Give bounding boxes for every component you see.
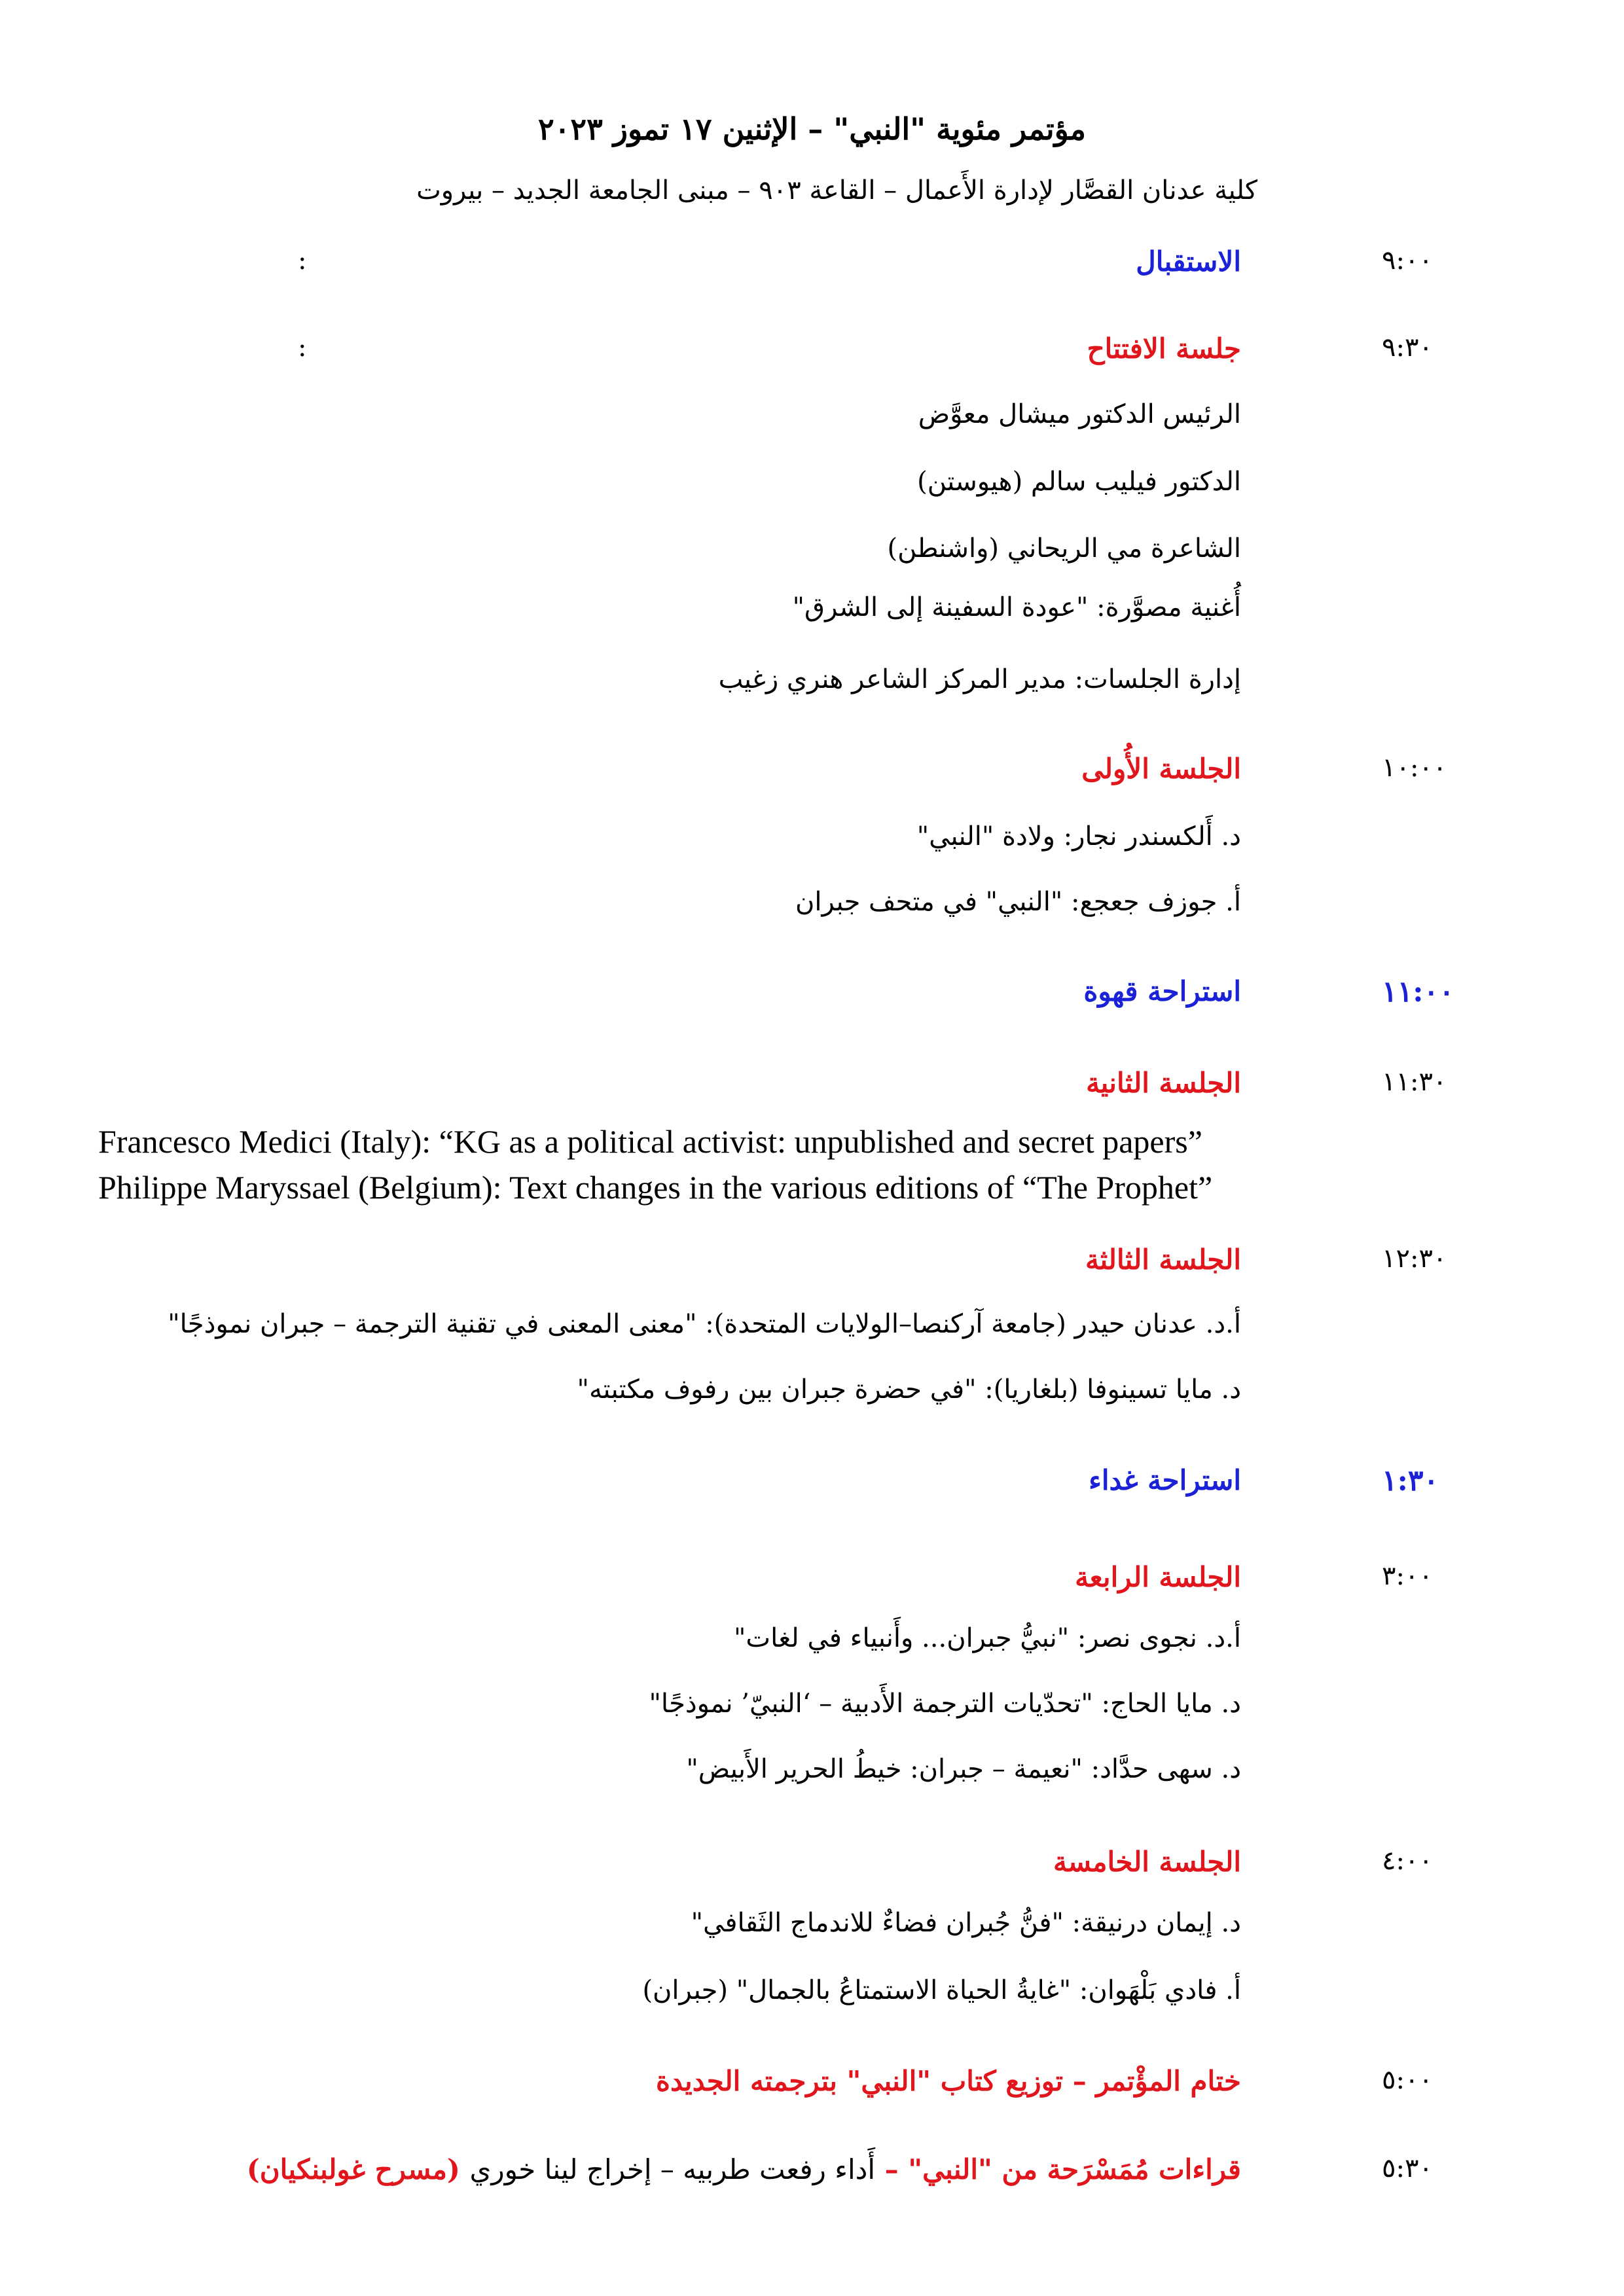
time-label: ١١:٣٠ [1382, 1067, 1447, 1097]
schedule-row-session-5 [0, 1846, 1624, 1898]
speaker-line: د. مايا الحاج: "تحدّيات الترجمة الأَدبية – ‘النبيّ’ نموذجًا" [649, 1689, 1241, 1719]
schedule-row-coffee-break [0, 975, 1624, 1028]
session-heading: الجلسة الثانية [1086, 1067, 1241, 1099]
page-subtitle: كلية عدنان القصَّار لإدارة الأَعمال – القاعة ٩٠٣ – مبنى الجامعة الجديد – بيروت [416, 175, 1257, 206]
time-label: ١٠:٠٠ [1382, 753, 1447, 783]
readings-line [247, 2153, 1241, 2185]
speaker-line: أ.د. نجوى نصر: "نبيُّ جبران... وأَنبياء في لغات" [734, 1623, 1241, 1653]
speaker-line: د. إيمان درنيقة: "فنُّ جُبران فضاءٌ للاندماج الثَقافي" [691, 1908, 1241, 1938]
speaker-line: د. مايا تسينوفا (بلغاريا): "في حضرة جبران بين رفوف مكتبته" [577, 1374, 1241, 1405]
schedule-row-opening [0, 332, 1624, 385]
session-heading: الجلسة الخامسة [1053, 1846, 1241, 1878]
speaker-line: د. أَلكسندر نجار: ولادة "النبي" [916, 821, 1241, 852]
schedule-row-session-4 [0, 1561, 1624, 1613]
speaker-line: أ.د. عدنان حيدر (جامعة آركنصا–الولايات المتحدة): "معنى المعنى في تقنية الترجمة – جبران نموذجًا" [168, 1309, 1241, 1339]
session-heading: ختام المؤْتمر – توزيع كتاب "النبي" بترجمته الجديدة [655, 2065, 1241, 2097]
time-label: ١:٣٠ [1382, 1464, 1439, 1498]
session-heading: الاستقبال [1136, 245, 1241, 278]
speaker-line: أ. فادي بَلْهَوان: "غايةُ الحياة الاستمتاعُ بالجمال" (جبران) [642, 1975, 1241, 2005]
session-heading: الجلسة الثالثة [1085, 1244, 1241, 1276]
session-heading: استراحة غداء [1089, 1464, 1241, 1496]
speaker-line: د. سهى حدَّاد: "نعيمة – جبران: خيطُ الحرير الأَبيض" [686, 1754, 1241, 1784]
schedule-row-readings [0, 2153, 1624, 2206]
session-heading: جلسة الافتتاح [1087, 332, 1241, 365]
time-label: ٥:٣٠ [1382, 2153, 1433, 2183]
speaker-line-en: Francesco Medici (Italy): “KG as a political activist: unpublished and secret papers” [98, 1123, 1202, 1160]
time-label: ٣:٠٠ [1382, 1561, 1433, 1591]
speaker-line: إدارة الجلسات: مدير المركز الشاعر هنري زغيب [718, 664, 1241, 694]
readings-detail: أَداء رفعت طربيه – إخراج لينا خوري [469, 2153, 876, 2185]
speaker-line: أ. جوزف جعجع: "النبي" في متحف جبران [795, 887, 1241, 917]
schedule-row-session-2 [0, 1067, 1624, 1119]
time-label: ٤:٠٠ [1382, 1846, 1433, 1876]
page-title: مؤتمر مئوية "النبي" – الإثنين ١٧ تموز ٢٠٢٣ [537, 111, 1087, 147]
session-heading: الجلسة الأُولى [1081, 753, 1241, 785]
time-label: ٩:٠٠ [1382, 245, 1433, 276]
time-colon: : [298, 245, 307, 276]
session-heading: الجلسة الرابعة [1075, 1561, 1241, 1593]
time-label: ١١:٠٠ [1382, 975, 1454, 1009]
schedule-row-closing [0, 2065, 1624, 2117]
speaker-line: الشاعرة مي الريحاني (واشنطن) [887, 533, 1241, 564]
time-label: ٩:٣٠ [1382, 332, 1433, 363]
schedule-row-lunch-break [0, 1464, 1624, 1516]
time-label: ١٢:٣٠ [1382, 1244, 1447, 1274]
session-heading: قراءات مُمَسْرَحة من "النبي" – [884, 2153, 1241, 2185]
speaker-line: الرئيس الدكتور ميشال معوَّض [918, 399, 1241, 429]
speaker-line: الدكتور فيليب سالم (هيوستن) [917, 467, 1241, 497]
speaker-line: أُغنية مصوَّرة: "عودة السفينة إلى الشرق" [792, 592, 1241, 622]
schedule-row-session-1 [0, 753, 1624, 805]
session-heading: استراحة قهوة [1083, 975, 1241, 1007]
venue-label: (مسرح غولبنكيان) [246, 2153, 460, 2185]
time-label: ٥:٠٠ [1382, 2065, 1433, 2095]
speaker-line-en: Philippe Maryssael (Belgium): Text changes in the various editions of “The Prophet” [98, 1169, 1213, 1206]
schedule-row-reception [0, 245, 1624, 298]
schedule-row-session-3 [0, 1244, 1624, 1296]
time-colon: : [298, 332, 307, 363]
